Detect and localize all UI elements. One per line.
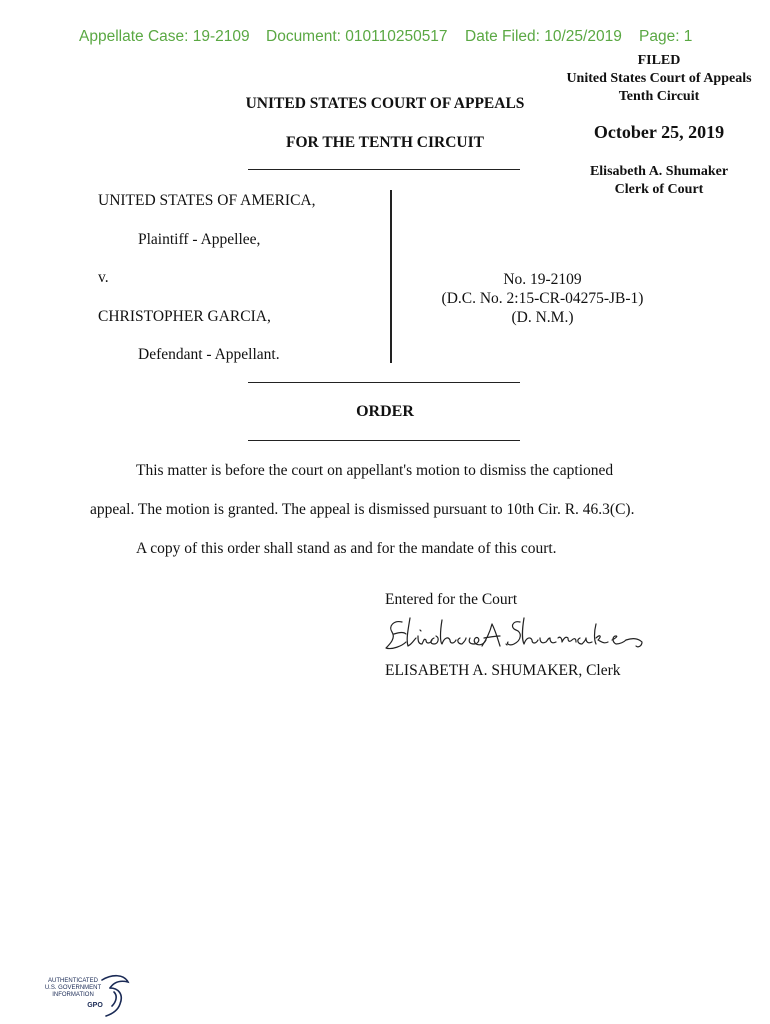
- clerk-signature-name: ELISABETH A. SHUMAKER, Clerk: [385, 662, 621, 679]
- plaintiff-role: Plaintiff - Appellee,: [138, 231, 261, 248]
- gpo-line2: U.S. GOVERNMENT: [44, 985, 102, 991]
- gpo-line4: GPO: [87, 1002, 103, 1009]
- divider-middle: [248, 382, 520, 383]
- signature-text: Elisabeth A. Shumaker: [380, 656, 390, 657]
- order-title: ORDER: [356, 403, 414, 420]
- divider-top: [248, 169, 520, 170]
- handwritten-signature: [380, 610, 645, 658]
- stamp-document: Document: 010110250517: [266, 28, 448, 45]
- case-number: No. 19-2109: [503, 271, 582, 288]
- stamp-date-filed: Date Filed: 10/25/2019: [465, 28, 622, 45]
- court-name: UNITED STATES COURT OF APPEALS: [245, 95, 525, 112]
- defendant-name: CHRISTOPHER GARCIA,: [98, 308, 271, 325]
- gpo-line3: INFORMATION: [52, 992, 94, 998]
- filed-block: [548, 52, 770, 106]
- caption-divider: [390, 190, 392, 363]
- entered-for-court: Entered for the Court: [385, 591, 518, 608]
- filed-court-line1: United States Court of Appeals: [566, 71, 752, 86]
- defendant-role: Defendant - Appellant.: [138, 346, 280, 363]
- case-number-block: [420, 270, 665, 327]
- stamp-case: Appellate Case: 19-2109: [79, 28, 250, 45]
- order-paragraph-2: A copy of this order shall stand as and for the mandate of this court.: [136, 540, 557, 557]
- eagle-icon: [102, 976, 128, 1016]
- versus: v.: [98, 269, 109, 286]
- order-paragraph-1-line-1: This matter is before the court on appellant's motion to dismiss the captioned: [136, 462, 614, 479]
- plaintiff-name: UNITED STATES OF AMERICA,: [98, 192, 316, 209]
- order-paragraph-1-line-2: appeal. The motion is granted. The appeal is dismissed pursuant to 10th Cir. R. 46.3(C).: [90, 501, 635, 518]
- district-case-number: (D.C. No. 2:15-CR-04275-JB-1): [441, 290, 644, 307]
- clerk-title: Clerk of Court: [614, 182, 704, 197]
- district-court: (D. N.M.): [511, 309, 574, 326]
- gpo-line1: AUTHENTICATED: [48, 978, 98, 984]
- divider-bottom: [248, 440, 520, 441]
- clerk-name: Elisabeth A. Shumaker: [589, 164, 729, 179]
- gpo-authenticated-logo: [40, 970, 135, 1018]
- filed-label: FILED: [637, 53, 681, 68]
- filed-court-line2: Tenth Circuit: [618, 89, 700, 104]
- header-stamp: [0, 28, 770, 50]
- circuit-name: FOR THE TENTH CIRCUIT: [286, 134, 484, 151]
- filed-date: October 25, 2019: [593, 122, 725, 142]
- stamp-page: Page: 1: [639, 28, 693, 45]
- clerk-block: [564, 163, 754, 199]
